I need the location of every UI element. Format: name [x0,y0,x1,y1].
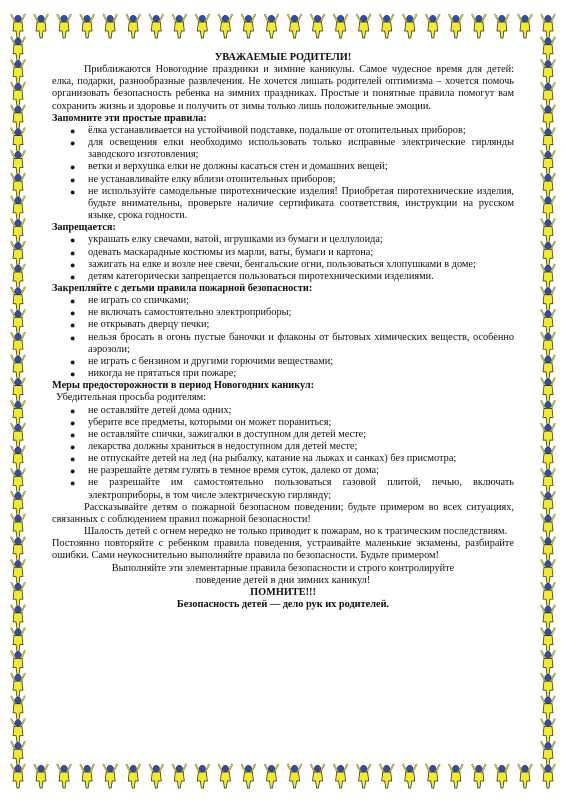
bullet-icon: ● [70,138,76,149]
fire-safety-list [52,295,514,380]
section-heading: Меры предосторожности в период Новогодних каникул: [52,380,315,392]
list-item: ● не разрешайте детям гулять в темное время суток, далеко от дома; [70,465,379,477]
closing-paragraph: Рассказывайте детям о пожарной безопасном поведении; будьте примером во всех ситуациях, связанных с соблюдением правил пожарной безопасности! [52,501,514,525]
list-item: ● не играть со спичками; [70,295,189,307]
bullet-icon: ● [70,186,76,197]
list-item: ● не открывать дверцу печки; [70,319,210,331]
cheering-child-figure-icon [11,423,25,447]
cheering-child-figure-icon [218,764,232,788]
cheering-child-figure-icon [541,491,555,515]
cheering-child-figure-icon [541,150,555,174]
cheering-child-figure-icon [541,673,555,697]
list-item: ● украшать елку свечами, ватой, игрушками из бумаги и целлулоида; [70,234,383,246]
bullet-icon: ● [70,235,76,246]
cheering-child-figure-icon [11,605,25,629]
cheering-child-figure-icon [11,59,25,83]
bullet-icon: ● [70,308,76,319]
cheering-child-figure-icon [541,82,555,106]
section-rules [52,113,514,222]
cheering-child-figure-icon [11,696,25,720]
motto: Безопасность детей — дело рук их родителей. [176,599,390,611]
cheering-child-figure-icon [311,14,325,38]
cheering-child-figure-icon [518,14,532,38]
cheering-child-figure-icon [541,14,555,38]
cheering-child-figure-icon [11,673,25,697]
list-item: ● не устанавливайте елку вблизи отопительных приборов; [70,173,336,185]
cheering-child-figure-icon [11,150,25,174]
bullet-icon: ● [70,369,76,380]
cheering-child-figure-icon [57,14,71,38]
closing-paragraph: Шалость детей с огнем нередко не только приводит к пожарам, но к трагическим последствиям. [84,526,508,538]
list-item: ● не разрешайте им самостоятельно пользоваться газовой плитой, печью, включать электроприборы, в том числе электрическую гирлянду; [70,477,514,501]
cheering-child-figure-icon [541,423,555,447]
cheering-child-figure-icon [11,469,25,493]
cheering-child-figure-icon [11,173,25,197]
cheering-child-figure-icon [11,309,25,333]
cheering-child-figure-icon [11,37,25,61]
cheering-child-figure-icon [541,264,555,288]
bullet-icon: ● [70,405,76,416]
bullet-icon: ● [70,356,76,367]
cheering-child-figure-icon [103,14,117,38]
cheering-child-figure-icon [80,14,94,38]
cheering-child-figure-icon [449,764,463,788]
cheering-child-figure-icon [11,241,25,265]
cheering-child-figure-icon [541,719,555,743]
section-precautions [52,380,514,502]
cheering-child-figure-icon [541,37,555,61]
rules-list [52,125,514,222]
list-item: ● не оставляйте спички, зажигалки в доступном для детей месте; [70,428,367,440]
remember-heading: ПОМНИТЕ!!! [250,586,316,598]
prohibited-list [52,234,514,283]
cheering-child-figure-icon [126,764,140,788]
list-item: ● детям категорически запрещается пользоваться пиротехническими изделиями. [70,270,434,282]
cheering-child-figure-icon [541,219,555,243]
section-intro: Убедительная просьба родителям: [56,392,207,404]
cheering-child-figure-icon [11,741,25,765]
cheering-child-figure-icon [403,14,417,38]
cheering-child-figure-icon [264,14,278,38]
cheering-child-figure-icon [149,14,163,38]
list-item: ● не играть с бензином и другими горючими веществами; [70,355,334,367]
cheering-child-figure-icon [57,764,71,788]
cheering-child-figure-icon [11,287,25,311]
intro-paragraph: Приближаются Новогодние праздники и зимние каникулы. Самое чудесное время для детей: елка, подарки, разнообразные развлечения. Не хочется лишать родителей оптимизма – хочется помочь организовать безопасность ребенка на зимних праздниках. Простые и понятные правила помогут вам сохранить жизнь и здоровье и получить от зимы только лишь положительные эмоции. [52,64,514,112]
list-item: ● не используйте самодельные пиротехнические изделия! Приобретая пиротехнические изделия, будьте внимательны, проверьте наличие сертификата соответствия, инструкции на русском языке, срока годности. [70,185,514,222]
list-item: ● не оставляйте детей дома одних; [70,404,232,416]
bullet-icon: ● [70,125,76,136]
cheering-child-figure-icon [541,764,555,788]
page-title: УВАЖАЕМЫЕ РОДИТЕЛИ! [214,52,352,63]
list-item: ● для освещения елки необходимо использовать только исправные электрические гирлянды заводского изготовления; [70,137,514,161]
bullet-icon: ● [70,466,76,477]
cheering-child-figure-icon [11,355,25,379]
cheering-child-figure-icon [172,14,186,38]
cheering-child-figure-icon [11,14,25,38]
cheering-child-figure-icon [541,309,555,333]
bullet-icon: ● [70,429,76,440]
cheering-child-figure-icon [11,537,25,561]
cheering-child-figure-icon [472,764,486,788]
cheering-child-figure-icon [541,537,555,561]
bullet-icon: ● [70,296,76,307]
bullet-icon: ● [70,162,76,173]
cheering-child-figure-icon [11,332,25,356]
cheering-child-figure-icon [541,355,555,379]
cheering-child-figure-icon [11,446,25,470]
bullet-icon: ● [70,247,76,258]
cheering-child-figure-icon [541,696,555,720]
closing-paragraph: Постоянно повторяйте с ребенком правила поведения, устраивайте маленькие экзамены, разбирайте ошибки. Сами неукоснительно выполняйте правила по безопасности. Будьте примером! [52,538,514,562]
cheering-child-figure-icon [495,14,509,38]
cheering-child-figure-icon [11,559,25,583]
section-heading: Закрепляйте с детьми правила пожарной безопасности: [52,282,313,294]
cheering-child-figure-icon [541,582,555,606]
bullet-icon: ● [70,454,76,465]
cheering-child-figure-icon [172,764,186,788]
cheering-child-figure-icon [380,764,394,788]
cheering-child-figure-icon [541,332,555,356]
bullet-icon: ● [70,417,76,428]
cheering-child-figure-icon [11,719,25,743]
cheering-child-figure-icon [264,764,278,788]
cheering-child-figure-icon [11,400,25,424]
cheering-child-figure-icon [541,378,555,402]
cheering-child-figure-icon [195,764,209,788]
cheering-child-figure-icon [426,764,440,788]
cheering-child-figure-icon [495,764,509,788]
cheering-child-figure-icon [34,764,48,788]
bullet-icon: ● [70,271,76,282]
cheering-child-figure-icon [311,764,325,788]
cheering-child-figure-icon [472,14,486,38]
cheering-child-figure-icon [11,764,25,788]
cheering-child-figure-icon [541,469,555,493]
cheering-child-figure-icon [541,400,555,424]
cheering-child-figure-icon [80,764,94,788]
cheering-child-figure-icon [11,128,25,152]
cheering-child-figure-icon [518,764,532,788]
list-item: ● нельзя бросать в огонь пустые баночки и флаконы от бытовых химических веществ, особенно аэрозоли; [70,331,514,355]
cheering-child-figure-icon [541,173,555,197]
cheering-child-figure-icon [541,446,555,470]
cheering-child-figure-icon [11,264,25,288]
section-heading: Запомните эти простые правила: [52,112,207,124]
cheering-child-figure-icon [449,14,463,38]
cheering-child-figure-icon [11,582,25,606]
cheering-child-figure-icon [11,378,25,402]
cheering-child-figure-icon [541,59,555,83]
cheering-child-figure-icon [357,14,371,38]
list-item: ● не отпускайте детей на лед (на рыбалку, катание на лыжах и санках) без присмотра; [70,453,457,465]
cheering-child-figure-icon [541,559,555,583]
cheering-child-figure-icon [541,514,555,538]
section-fire-safety [52,283,514,380]
cheering-child-figure-icon [103,764,117,788]
cheering-child-figure-icon [334,764,348,788]
list-item: ● никогда не прятаться при пожаре; [70,368,237,380]
bullet-icon: ● [70,320,76,331]
cheering-child-figure-icon [541,196,555,220]
cheering-child-figure-icon [34,14,48,38]
cheering-child-figure-icon [334,14,348,38]
cheering-child-figure-icon [126,14,140,38]
cheering-child-figure-icon [541,605,555,629]
cheering-child-figure-icon [357,764,371,788]
section-heading: Запрещается: [52,222,116,234]
list-item: ● не включать самостоятельно электроприборы; [70,307,292,319]
cheering-child-figure-icon [541,105,555,129]
bullet-icon: ● [70,442,76,452]
list-item: ● ёлка устанавливается на устойчивой подставке, подальше от отопительных приборов; [70,124,466,136]
cheering-child-figure-icon [541,128,555,152]
cheering-child-figure-icon [11,105,25,129]
cheering-child-figure-icon [541,241,555,265]
cheering-child-figure-icon [11,628,25,652]
bullet-icon: ● [70,478,76,489]
bullet-icon: ● [70,174,76,185]
list-item: ● уберите все предметы, которыми он может пораниться; [70,416,332,428]
cheering-child-figure-icon [218,14,232,38]
cheering-child-figure-icon [149,764,163,788]
cheering-child-figure-icon [241,764,255,788]
cheering-child-figure-icon [541,741,555,765]
bullet-icon: ● [70,259,76,270]
section-prohibited [52,222,514,283]
list-item: ● зажигать на елке и возле нее свечи, бенгальские огни, пользоваться хлопушками в доме; [70,258,476,270]
cheering-child-figure-icon [403,764,417,788]
cheering-child-figure-icon [541,287,555,311]
cheering-child-figure-icon [541,650,555,674]
cheering-child-figure-icon [11,491,25,515]
cheering-child-figure-icon [541,628,555,652]
cheering-child-figure-icon [288,14,302,38]
cheering-child-figure-icon [11,82,25,106]
list-item: ● одевать маскарадные костюмы из марли, ваты, бумаги и картона; [70,246,374,258]
cheering-child-figure-icon [11,650,25,674]
list-item: ● ветки и верхушка елки не должны касаться стен и домашних вещей; [70,161,388,173]
bullet-icon: ● [70,332,76,343]
cheering-child-figure-icon [195,14,209,38]
document-page [52,52,514,746]
cheering-child-figure-icon [11,219,25,243]
cheering-child-figure-icon [380,14,394,38]
list-item: ● лекарства должны храниться в недоступном для детей месте; [70,441,358,452]
cheering-child-figure-icon [11,514,25,538]
final-note: Выполняйте эти элементарные правила безопасности и строго контролируйте поведение детей в дни зимних каникул! [111,562,455,586]
precautions-list [52,405,514,502]
cheering-child-figure-icon [241,14,255,38]
cheering-child-figure-icon [426,14,440,38]
cheering-child-figure-icon [11,196,25,220]
cheering-child-figure-icon [288,764,302,788]
